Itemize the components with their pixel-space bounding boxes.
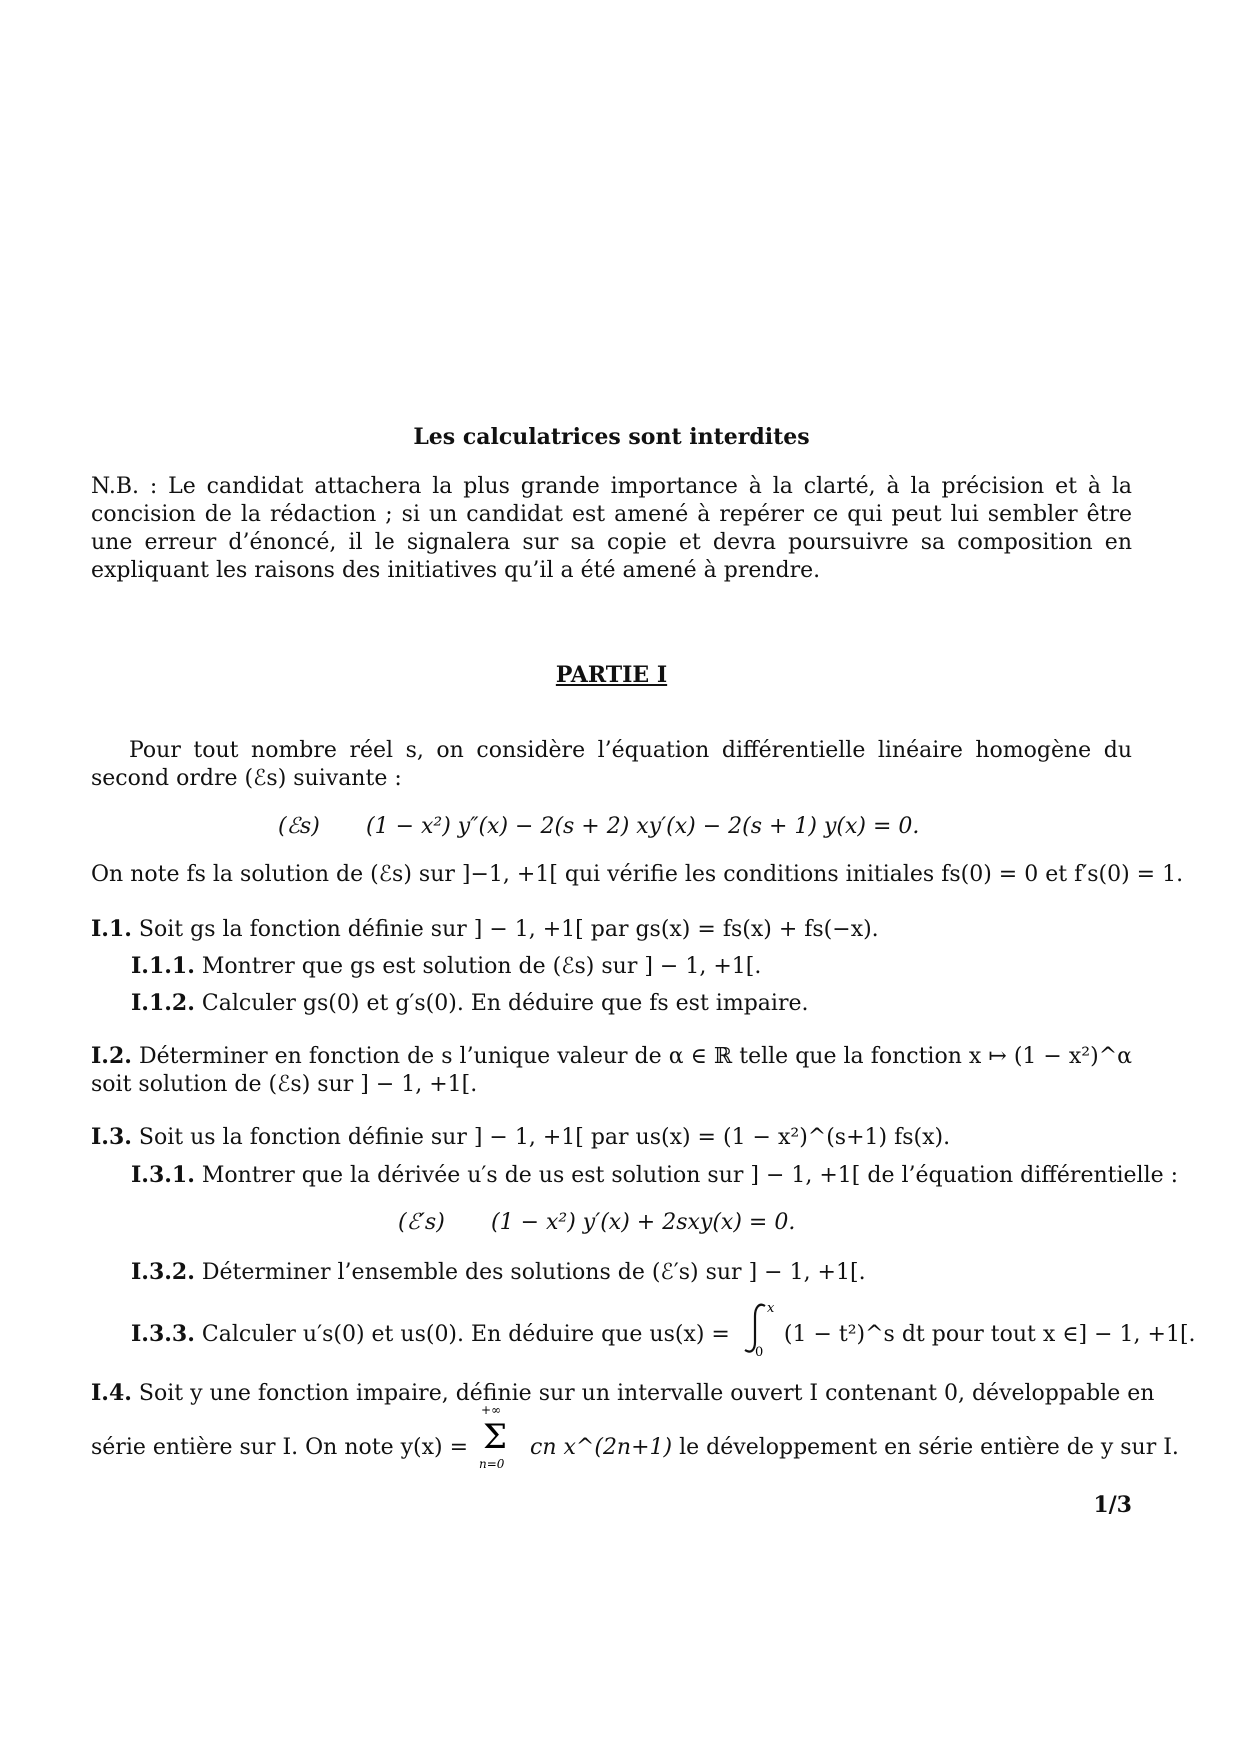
question-3-1-text: Montrer que la dérivée u′s de us est solution sur ] − 1, +1[ de l’équation différentielle : xyxy=(201,1163,1179,1188)
question-4-text-c: le développement en série entière de y sur I. xyxy=(679,1435,1179,1460)
question-1-label: I.1. xyxy=(91,916,132,942)
question-1-1 xyxy=(91,951,1132,982)
question-1-2 xyxy=(91,988,1132,1019)
question-4-sum-term: cn x^(2n+1) xyxy=(530,1435,673,1460)
question-2 xyxy=(91,1042,1132,1099)
question-3-label: I.3. xyxy=(91,1124,132,1150)
svg-text:Σ: Σ xyxy=(483,1417,508,1457)
svg-text:+∞: +∞ xyxy=(481,1403,502,1417)
question-3-2-text: Déterminer l’ensemble des solutions de (ℰ′s) sur ] − 1, +1[. xyxy=(201,1260,866,1285)
question-1-2-label: I.1.2. xyxy=(131,990,195,1016)
question-3 xyxy=(91,1122,1132,1153)
question-3-3 xyxy=(91,1302,1196,1356)
question-1 xyxy=(91,914,1132,945)
question-3-3-text-b: (1 − t²)^s dt pour tout x ∈] − 1, +1[. xyxy=(783,1322,1196,1347)
question-2-text: Déterminer en fonction de s l’unique valeur de α ∈ ℝ telle que la fonction x ↦ (1 − x²)^α soit solution de (ℰs) sur ] − 1, +1[. xyxy=(91,1044,1133,1097)
question-3-2 xyxy=(91,1257,1132,1288)
equation-2: (1 − x²) y′(x) + 2sxy(x) = 0. xyxy=(491,1210,796,1235)
question-3-1-label: I.3.1. xyxy=(131,1162,195,1188)
question-4-line-1 xyxy=(91,1378,1155,1409)
main-equation: (1 − x²) y″(x) − 2(s + 2) xy′(x) − 2(s + 1) y(x) = 0. xyxy=(366,814,920,839)
part-title: PARTIE I xyxy=(555,662,668,688)
nb-paragraph: N.B. : Le candidat attachera la plus grande importance à la clarté, à la précision et à la concision de la rédaction ; si un candidat est amené à repérer ce qui peut lui sembler être une erreur d’énoncé, il le signalera sur sa copie et devra poursuivre sa composition en expliquant les raisons des initiatives qu’il a été amené à prendre. xyxy=(91,474,1132,583)
initial-conditions-note: On note fs la solution de (ℰs) sur ]−1, +1[ qui vérifie les conditions initiales fs(0) = 0 et f′s(0) = 1. xyxy=(91,862,1184,887)
question-1-1-label: I.1.1. xyxy=(131,953,195,979)
question-1-1-text: Montrer que gs est solution de (ℰs) sur ] − 1, +1[. xyxy=(201,954,762,979)
page-number: 1/3 xyxy=(1093,1492,1132,1518)
question-2-label: I.2. xyxy=(91,1043,132,1069)
integral-sign-icon xyxy=(741,1302,775,1356)
question-4-text-b: série entière sur I. On note y(x) = xyxy=(91,1435,469,1460)
question-3-1 xyxy=(91,1160,1179,1191)
svg-text:x: x xyxy=(766,1302,775,1316)
question-4-label: I.4. xyxy=(91,1380,132,1406)
summation-sign-icon xyxy=(477,1402,521,1472)
calculator-notice: Les calculatrices sont interdites xyxy=(413,424,810,450)
intro-paragraph: Pour tout nombre réel s, on considère l’équation différentielle linéaire homogène du second ordre (ℰs) suivante : xyxy=(91,738,1132,791)
question-3-2-label: I.3.2. xyxy=(131,1259,195,1285)
equation-2-label: (ℰ′s) xyxy=(398,1210,445,1235)
question-4-text-a: Soit y une fonction impaire, définie sur un intervalle ouvert I contenant 0, développable en xyxy=(138,1381,1155,1406)
question-1-text: Soit gs la fonction définie sur ] − 1, +1[ par gs(x) = fs(x) + fs(−x). xyxy=(138,917,879,942)
question-3-3-label: I.3.3. xyxy=(131,1321,195,1347)
question-3-text: Soit us la fonction définie sur ] − 1, +1[ par us(x) = (1 − x²)^(s+1) fs(x). xyxy=(138,1125,951,1150)
svg-text:n=0: n=0 xyxy=(479,1457,505,1471)
svg-text:0: 0 xyxy=(754,1345,764,1356)
equation-label: (ℰs) xyxy=(278,814,320,839)
question-4-line-2 xyxy=(91,1403,1179,1472)
question-3-3-text-a: Calculer u′s(0) et us(0). En déduire que us(x) = xyxy=(201,1322,730,1347)
question-1-2-text: Calculer gs(0) et g′s(0). En déduire que fs est impaire. xyxy=(201,991,809,1016)
